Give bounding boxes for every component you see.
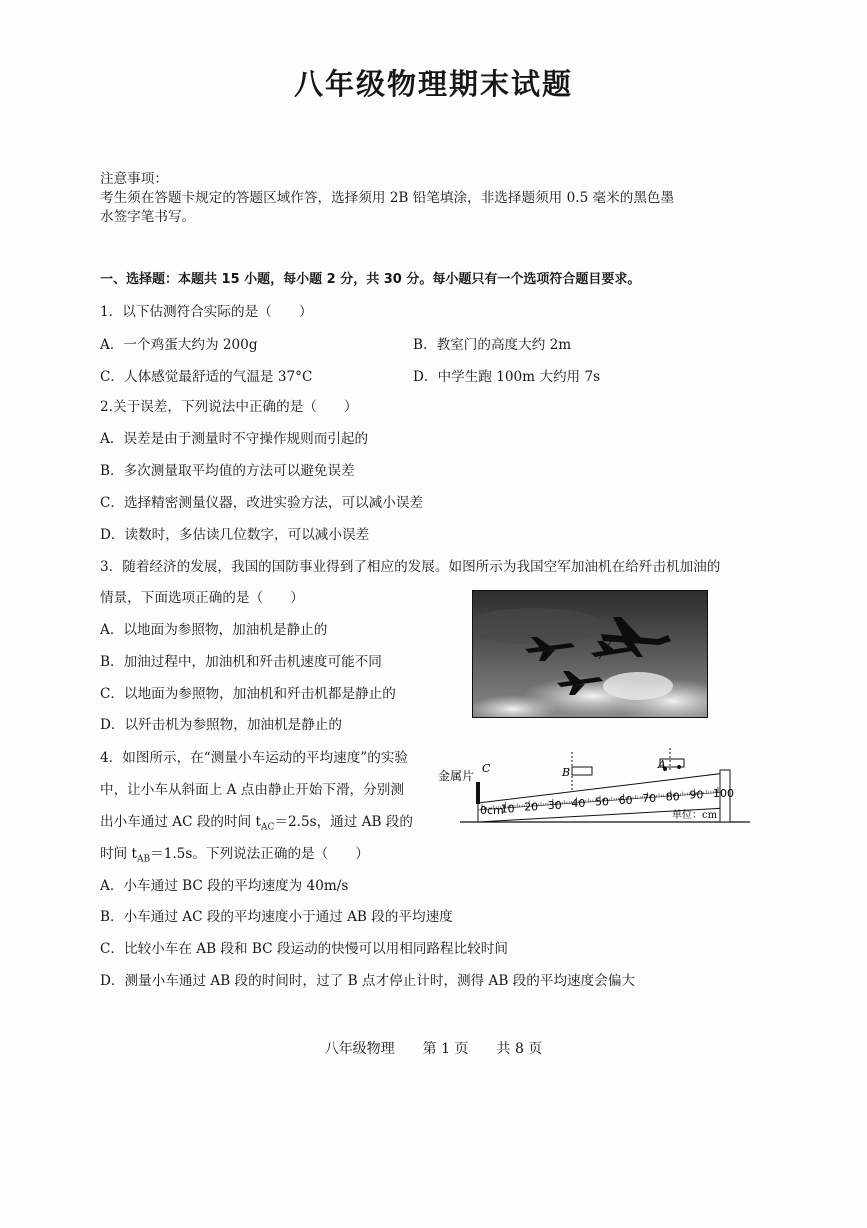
point-c-label: C: [482, 762, 491, 775]
q2-option-b: B．多次测量取平均值的方法可以避免误差: [100, 463, 355, 479]
q4-option-b: B．小车通过 AC 段的平均速度小于通过 AB 段的平均速度: [100, 909, 453, 925]
section-heading: 一、选择题：本题共 15 小题，每小题 2 分，共 30 分。每小题只有一个选项符合题目要求。: [100, 272, 641, 287]
ruler-tick-label: 40: [571, 797, 586, 811]
q3-stem-line-1: 3．随着经济的发展，我国的国防事业得到了相应的发展。如图所示为我国空军加油机在给歼击机加油的: [100, 559, 721, 575]
q2-option-c: C．选择精密测量仪器，改进实验方法，可以减小误差: [100, 495, 424, 511]
notice-line-2: 水签字笔书写。: [100, 209, 196, 225]
q4-option-c: C．比较小车在 AB 段和 BC 段运动的快慢可以用相同路程比较时间: [100, 941, 508, 957]
ruler-tick-label: 100: [713, 787, 734, 800]
q4-stem-line-4: 时间 $t_{AB}=1.5s$。下列说法正确的是（ ）: [100, 846, 370, 865]
point-a-label: A: [658, 758, 666, 771]
ruler-tick-label: 70: [642, 792, 657, 806]
refueling-photo: [472, 590, 708, 718]
q3-option-d: D．以歼击机为参照物，加油机是静止的: [100, 717, 342, 733]
q1-option-b: B．教室门的高度大约 2m: [413, 337, 572, 353]
q1-stem: 1．以下估测符合实际的是（ ）: [100, 304, 313, 320]
ruler-tick-label: 90: [689, 788, 704, 802]
ruler-tick-label: 0cm: [480, 804, 504, 817]
page-footer: 八年级物理 第 1 页 共 8 页: [324, 1041, 543, 1057]
ruler-tick-label: 80: [665, 790, 680, 804]
q2-option-a: A．误差是由于测量时不守操作规则而引起的: [100, 431, 369, 447]
q4-option-a: A．小车通过 BC 段的平均速度为 40m/s: [100, 878, 349, 894]
q1-option-c: C．人体感觉最舒适的气温是 37°C: [100, 369, 313, 385]
ruler-tick-label: 10: [500, 802, 515, 816]
notice-heading: 注意事项：: [100, 171, 168, 187]
incline-ruler-figure: [436, 748, 752, 828]
unit-label: 单位：cm: [672, 810, 718, 821]
page-title: 八年级物理期末试题: [293, 67, 573, 101]
q3-option-a: A．以地面为参照物，加油机是静止的: [100, 622, 328, 638]
cart-at-b: [572, 767, 592, 775]
q4-stem-line-3: 出小车通过 AC 段的时间 $t_{AC}=2.5s$，通过 AB 段的: [100, 814, 413, 833]
q2-option-d: D．读数时，多估读几位数字，可以减小误差: [100, 527, 370, 543]
ruler-tick-label: 20: [524, 800, 539, 814]
ruler-tick-label: 60: [618, 793, 633, 807]
q3-option-b: B．加油过程中，加油机和歼击机速度可能不同: [100, 654, 382, 670]
metal-plate-label: 金属片: [438, 769, 475, 783]
notice-line-1: 考生须在答题卡规定的答题区域作答，选择须用 2B 铅笔填涂，非选择题须用 0.5 毫米的黑色墨: [100, 190, 675, 206]
metal-plate: [476, 782, 480, 804]
q2-stem: 2.关于误差，下列说法中正确的是（ ）: [100, 399, 358, 415]
q3-option-c: C．以地面为参照物，加油机和歼击机都是静止的: [100, 686, 396, 702]
ruler-tick-label: 50: [595, 795, 609, 809]
q1-option-d: D．中学生跑 100m 大约用 7s: [413, 369, 601, 385]
q4-stem-line-2: 中，让小车从斜面上 A 点由静止开始下滑，分别测: [100, 782, 404, 798]
q1-option-a: A．一个鸡蛋大约为 200g: [100, 337, 258, 353]
point-b-label: B: [562, 766, 571, 779]
ruler-tick-label: 30: [547, 798, 562, 812]
q4-stem-line-1: 4．如图所示，在“测量小车运动的平均速度”的实验: [100, 750, 409, 766]
q3-stem-line-2: 情景，下面选项正确的是（ ）: [100, 590, 304, 606]
q4-option-d: D．测量小车通过 AB 段的时间时，过了 B 点才停止计时，测得 AB 段的平均速度会偏大: [100, 973, 636, 989]
